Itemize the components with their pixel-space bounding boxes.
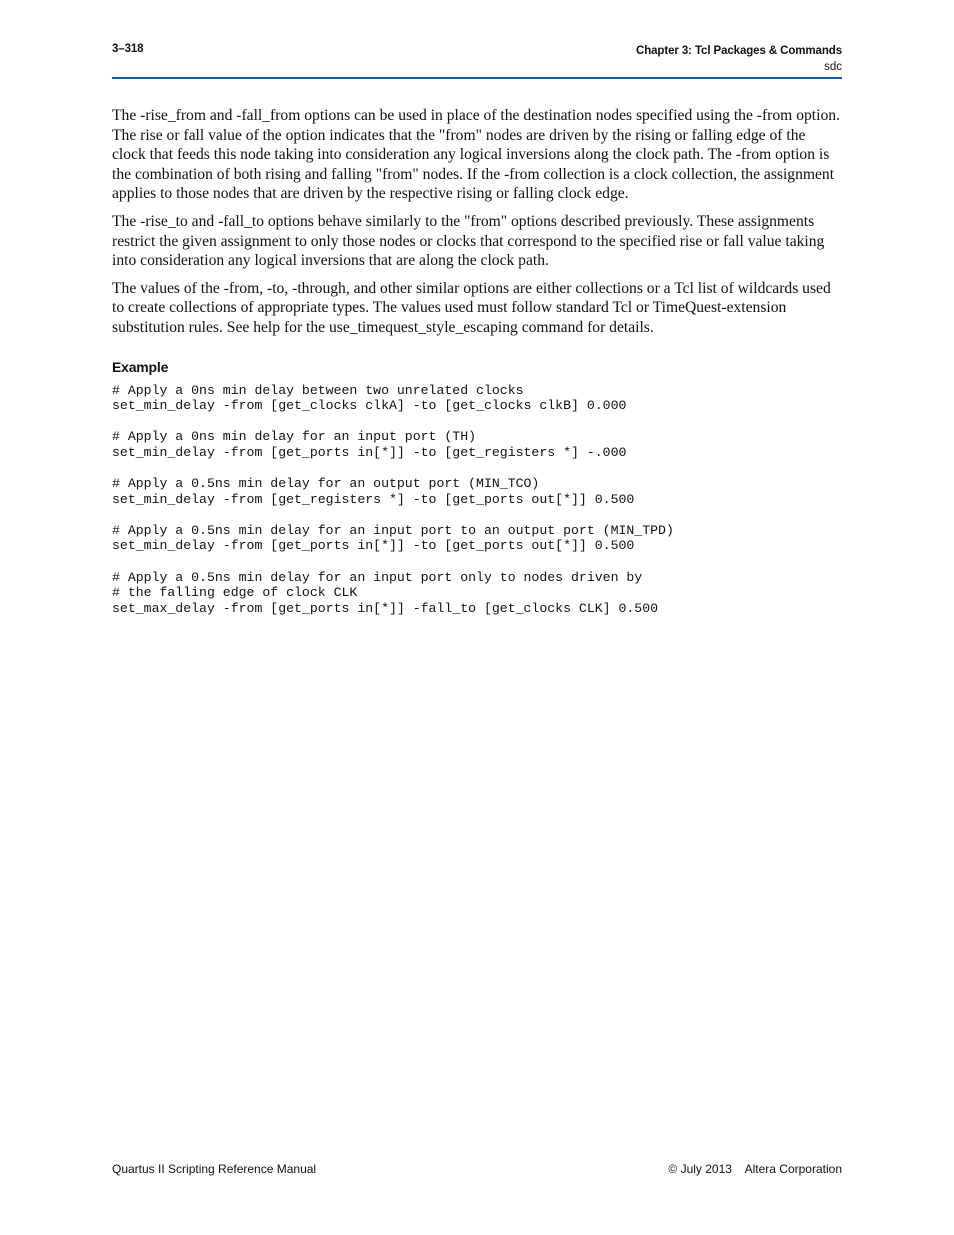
code-example-unrelated-clocks: # Apply a 0ns min delay between two unrelated clocks set_min_delay -from [get_clocks clkA] -to [get_clocks clkB] 0.000 xyxy=(112,382,627,414)
copyright-notice: © July 2013 Altera Corporation xyxy=(668,1162,842,1176)
manual-title: Quartus II Scripting Reference Manual xyxy=(112,1162,317,1176)
section-name: sdc xyxy=(824,61,842,73)
running-header xyxy=(636,43,842,75)
code-example-output-port-tco: # Apply a 0.5ns min delay for an output port (MIN_TCO) set_min_delay -from [get_registers *] -to [get_ports out[*]] 0.500 xyxy=(112,476,635,507)
paragraph-option-values: The values of the -from, -to, -through, and other similar options are either collections or a Tcl list of wildcards used to create collections of appropriate types. The values used must follow standard Tcl or TimeQuest-extension substitution rules. See help for the use_timequest_style_escaping command for details. xyxy=(112,279,831,336)
header-rule xyxy=(112,77,842,79)
paragraph-rise-fall-from: The -rise_from and -fall_from options can be used in place of the destination nodes specified using the -from option. The rise or fall value of the option indicates that the "from" nodes are driven by the rising or falling edge of the clock that feeds this node taking into consideration any logical inversions along the clock path. The -from option is the combination of both rising and falling "from" nodes. If the -from collection is a clock collection, the assignment applies to those nodes that are driven by the respective rising or falling clock edge. xyxy=(112,107,840,203)
code-example-input-output-tpd: # Apply a 0.5ns min delay for an input port to an output port (MIN_TPD) set_min_delay -from [get_ports in[*]] -to [get_ports out[*]] 0.500 xyxy=(112,522,674,554)
paragraph-rise-fall-to: The -rise_to and -fall_to options behave similarly to the "from" options described previously. These assignments restrict the given assignment to only those nodes or clocks that correspond to the specified rise or fall value taking into consideration any logical inversions that are along the clock path. xyxy=(112,212,825,270)
page-number: 3–318 xyxy=(112,43,144,55)
code-example-falling-edge: # Apply a 0.5ns min delay for an input port only to nodes driven by # the falling edge of clock CLK set_max_delay -from [get_ports in[*]] -fall_to [get_clocks CLK] 0.500 xyxy=(112,569,659,616)
chapter-title: Chapter 3: Tcl Packages & Commands xyxy=(635,45,842,57)
code-example-input-port-th: # Apply a 0ns min delay for an input port (TH) set_min_delay -from [get_ports in[*]] -to [get_registers *] -.000 xyxy=(112,429,627,460)
example-heading: Example xyxy=(112,358,169,375)
page-body xyxy=(112,106,842,632)
